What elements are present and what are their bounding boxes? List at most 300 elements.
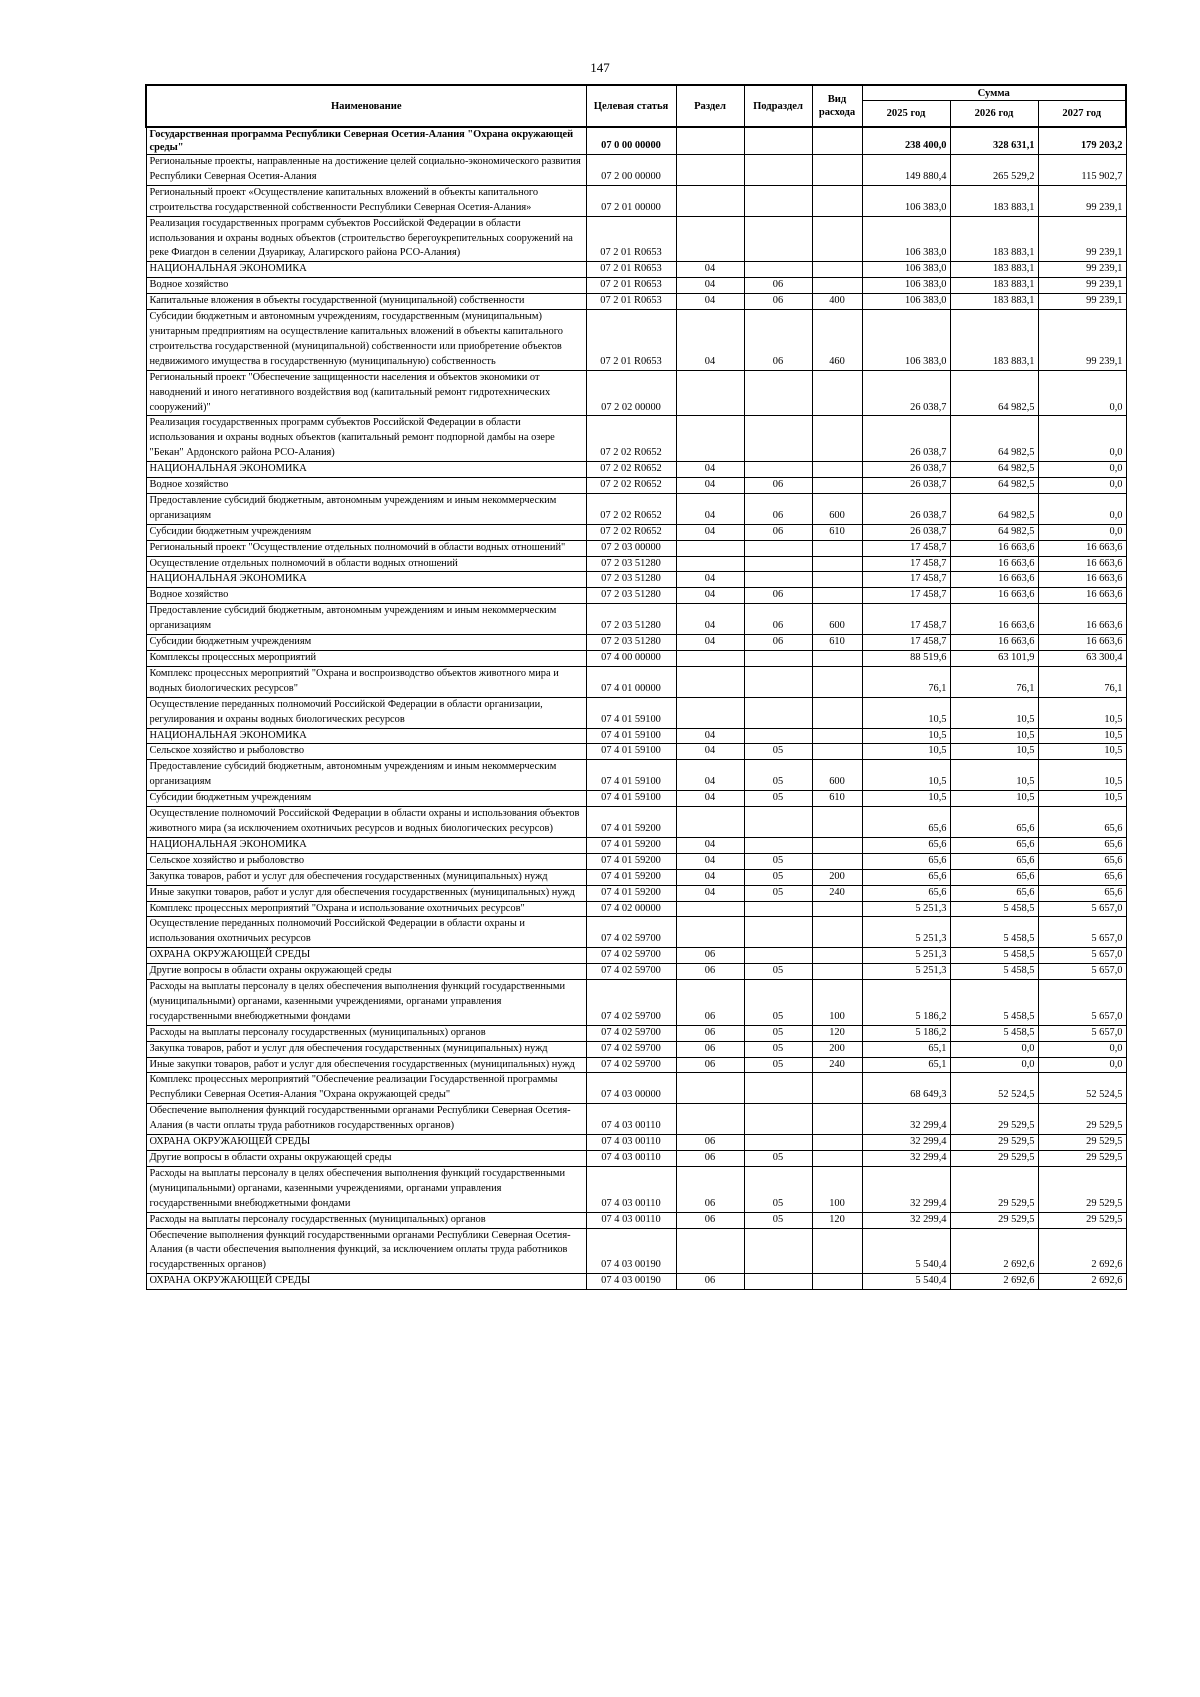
row-podrazdel: 05 <box>744 1025 812 1041</box>
row-value-2025: 10,5 <box>862 760 950 791</box>
row-vid <box>812 462 862 478</box>
table-row <box>146 791 1126 807</box>
row-value-2027: 5 657,0 <box>1038 901 1126 917</box>
row-name: Закупка товаров, работ и услуг для обеспечения государственных (муниципальных) нужд <box>146 1041 586 1057</box>
row-name: Обеспечение выполнения функций государственными органами Республики Северная Осетия-Алания (в части оплаты труда работников государственных органов) <box>146 1104 586 1135</box>
row-podrazdel: 06 <box>744 310 812 371</box>
row-vid <box>812 185 862 216</box>
row-name: Реализация государственных программ субъектов Российской Федерации в области использования и охраны водных объектов (капитальный ремонт подпорной дамбы на озере "Бекан" Ардонского района РСО-Алания) <box>146 416 586 462</box>
row-name: Расходы на выплаты персоналу государственных (муниципальных) органов <box>146 1212 586 1228</box>
row-vid <box>812 588 862 604</box>
row-razdel: 04 <box>676 869 744 885</box>
row-razdel: 04 <box>676 310 744 371</box>
row-value-2026: 64 982,5 <box>950 370 1038 416</box>
row-vid <box>812 1151 862 1167</box>
table-row <box>146 1274 1126 1290</box>
row-podrazdel <box>744 697 812 728</box>
table-row <box>146 604 1126 635</box>
row-razdel: 06 <box>676 980 744 1026</box>
table-row <box>146 869 1126 885</box>
row-vid <box>812 651 862 667</box>
row-value-2026: 16 663,6 <box>950 604 1038 635</box>
row-value-2025: 5 251,3 <box>862 964 950 980</box>
row-value-2026: 76,1 <box>950 666 1038 697</box>
row-name: Иные закупки товаров, работ и услуг для обеспечения государственных (муниципальных) нужд <box>146 885 586 901</box>
row-value-2027: 10,5 <box>1038 744 1126 760</box>
row-code: 07 4 01 59200 <box>586 853 676 869</box>
row-value-2026: 2 692,6 <box>950 1274 1038 1290</box>
row-name: Субсидии бюджетным учреждениям <box>146 791 586 807</box>
row-value-2025: 32 299,4 <box>862 1166 950 1212</box>
row-value-2026: 64 982,5 <box>950 416 1038 462</box>
row-name: НАЦИОНАЛЬНАЯ ЭКОНОМИКА <box>146 572 586 588</box>
row-razdel: 04 <box>676 635 744 651</box>
row-value-2026: 5 458,5 <box>950 1025 1038 1041</box>
row-value-2026: 29 529,5 <box>950 1151 1038 1167</box>
page-number: 147 <box>590 60 610 75</box>
row-value-2027: 5 657,0 <box>1038 948 1126 964</box>
row-code: 07 4 02 59700 <box>586 1041 676 1057</box>
row-value-2027: 16 663,6 <box>1038 572 1126 588</box>
row-vid <box>812 744 862 760</box>
row-razdel: 06 <box>676 1041 744 1057</box>
row-name: НАЦИОНАЛЬНАЯ ЭКОНОМИКА <box>146 837 586 853</box>
row-vid <box>812 572 862 588</box>
table-row <box>146 262 1126 278</box>
table-row <box>146 760 1126 791</box>
table-row <box>146 1212 1126 1228</box>
row-razdel: 04 <box>676 294 744 310</box>
row-value-2027: 10,5 <box>1038 791 1126 807</box>
table-row <box>146 980 1126 1026</box>
row-value-2025: 32 299,4 <box>862 1104 950 1135</box>
row-vid <box>812 278 862 294</box>
row-razdel: 04 <box>676 791 744 807</box>
row-value-2026: 5 458,5 <box>950 964 1038 980</box>
row-podrazdel <box>744 728 812 744</box>
row-value-2026: 29 529,5 <box>950 1166 1038 1212</box>
row-podrazdel: 06 <box>744 524 812 540</box>
row-value-2027: 16 663,6 <box>1038 604 1126 635</box>
row-value-2025: 106 383,0 <box>862 262 950 278</box>
row-name: Расходы на выплаты персоналу в целях обеспечения выполнения функций государственными (муниципальными) органами, казенными учреждениями, органами управления государственными внебюджетными фондами <box>146 980 586 1026</box>
row-value-2025: 65,6 <box>862 869 950 885</box>
row-value-2025: 106 383,0 <box>862 310 950 371</box>
row-razdel: 04 <box>676 728 744 744</box>
row-razdel <box>676 416 744 462</box>
row-value-2027: 99 239,1 <box>1038 262 1126 278</box>
row-value-2027: 0,0 <box>1038 524 1126 540</box>
row-value-2025: 5 251,3 <box>862 948 950 964</box>
row-name: Расходы на выплаты персоналу в целях обеспечения выполнения функций государственными (муниципальными) органами, казенными учреждениями, органами управления государственными внебюджетными фондами <box>146 1166 586 1212</box>
row-razdel: 04 <box>676 462 744 478</box>
row-podrazdel: 05 <box>744 1212 812 1228</box>
table-row <box>146 744 1126 760</box>
row-value-2025: 5 251,3 <box>862 917 950 948</box>
row-code: 07 4 01 59100 <box>586 728 676 744</box>
table-row <box>146 807 1126 838</box>
row-value-2027: 10,5 <box>1038 728 1126 744</box>
row-code: 07 4 03 00110 <box>586 1166 676 1212</box>
row-value-2026: 16 663,6 <box>950 540 1038 556</box>
row-code: 07 4 01 59200 <box>586 869 676 885</box>
row-vid <box>812 837 862 853</box>
row-value-2027: 29 529,5 <box>1038 1135 1126 1151</box>
row-value-2027: 115 902,7 <box>1038 155 1126 186</box>
row-podrazdel <box>744 216 812 262</box>
row-value-2026: 10,5 <box>950 744 1038 760</box>
row-razdel: 04 <box>676 524 744 540</box>
row-name: Комплексы процессных мероприятий <box>146 651 586 667</box>
row-code: 07 2 03 51280 <box>586 556 676 572</box>
row-razdel: 04 <box>676 572 744 588</box>
row-razdel <box>676 666 744 697</box>
row-name: Капитальные вложения в объекты государственной (муниципальной) собственности <box>146 294 586 310</box>
row-value-2026: 183 883,1 <box>950 278 1038 294</box>
row-podrazdel <box>744 540 812 556</box>
row-razdel <box>676 917 744 948</box>
row-value-2027: 5 657,0 <box>1038 1025 1126 1041</box>
row-value-2026: 64 982,5 <box>950 493 1038 524</box>
row-podrazdel: 06 <box>744 588 812 604</box>
row-value-2025: 32 299,4 <box>862 1151 950 1167</box>
row-vid: 610 <box>812 524 862 540</box>
row-value-2026: 64 982,5 <box>950 462 1038 478</box>
row-code: 07 2 03 51280 <box>586 588 676 604</box>
row-vid <box>812 540 862 556</box>
table-row <box>146 853 1126 869</box>
row-name: Обеспечение выполнения функций государственными органами Республики Северная Осетия-Алания (в части обеспечения выполнения функций, за исключением оплаты труда работников государственных органов) <box>146 1228 586 1274</box>
row-value-2027: 0,0 <box>1038 478 1126 494</box>
row-value-2025: 32 299,4 <box>862 1212 950 1228</box>
row-value-2026: 265 529,2 <box>950 155 1038 186</box>
row-value-2026: 65,6 <box>950 885 1038 901</box>
row-value-2025: 10,5 <box>862 791 950 807</box>
table-row <box>146 155 1126 186</box>
row-razdel: 04 <box>676 837 744 853</box>
row-value-2027: 65,6 <box>1038 869 1126 885</box>
row-razdel <box>676 651 744 667</box>
row-razdel <box>676 901 744 917</box>
row-value-2027: 65,6 <box>1038 837 1126 853</box>
row-value-2026: 65,6 <box>950 837 1038 853</box>
row-name: Региональный проект «Осуществление капитальных вложений в объекты капитального строительства государственной собственности Республики Северная Осетия-Алания» <box>146 185 586 216</box>
table-row <box>146 540 1126 556</box>
row-podrazdel: 06 <box>744 278 812 294</box>
row-name: Региональный проект "Осуществление отдельных полномочий в области водных отношений" <box>146 540 586 556</box>
row-value-2026: 16 663,6 <box>950 635 1038 651</box>
row-name: Сельское хозяйство и рыболовство <box>146 853 586 869</box>
row-code: 07 2 02 R0652 <box>586 416 676 462</box>
row-value-2027: 63 300,4 <box>1038 651 1126 667</box>
row-podrazdel: 05 <box>744 964 812 980</box>
table-row <box>146 635 1126 651</box>
row-razdel: 06 <box>676 1274 744 1290</box>
row-podrazdel: 05 <box>744 744 812 760</box>
row-value-2025: 106 383,0 <box>862 216 950 262</box>
table-row <box>146 588 1126 604</box>
table-row <box>146 1135 1126 1151</box>
row-value-2025: 106 383,0 <box>862 185 950 216</box>
row-name: Другие вопросы в области охраны окружающей среды <box>146 964 586 980</box>
row-podrazdel <box>744 155 812 186</box>
table-row <box>146 1166 1126 1212</box>
row-value-2026: 183 883,1 <box>950 262 1038 278</box>
row-code: 07 4 01 59100 <box>586 697 676 728</box>
row-name: НАЦИОНАЛЬНАЯ ЭКОНОМИКА <box>146 728 586 744</box>
row-razdel <box>676 807 744 838</box>
row-name: ОХРАНА ОКРУЖАЮЩЕЙ СРЕДЫ <box>146 1135 586 1151</box>
row-value-2026: 2 692,6 <box>950 1228 1038 1274</box>
row-vid <box>812 155 862 186</box>
table-row <box>146 462 1126 478</box>
row-value-2025: 17 458,7 <box>862 588 950 604</box>
row-value-2026: 183 883,1 <box>950 216 1038 262</box>
row-code: 07 4 02 59700 <box>586 917 676 948</box>
row-podrazdel: 06 <box>744 294 812 310</box>
table-row <box>146 310 1126 371</box>
table-row <box>146 478 1126 494</box>
row-value-2026: 64 982,5 <box>950 524 1038 540</box>
header-podrazdel: Подраздел <box>744 85 812 127</box>
row-vid <box>812 416 862 462</box>
row-value-2025: 5 251,3 <box>862 901 950 917</box>
row-value-2026: 0,0 <box>950 1041 1038 1057</box>
table-row <box>146 416 1126 462</box>
row-vid: 200 <box>812 1041 862 1057</box>
row-vid: 600 <box>812 760 862 791</box>
row-name: Расходы на выплаты персоналу государственных (муниципальных) органов <box>146 1025 586 1041</box>
row-podrazdel <box>744 1274 812 1290</box>
row-code: 07 2 02 R0652 <box>586 478 676 494</box>
row-razdel: 06 <box>676 1166 744 1212</box>
row-value-2025: 149 880,4 <box>862 155 950 186</box>
row-value-2026: 5 458,5 <box>950 980 1038 1026</box>
row-vid: 120 <box>812 1025 862 1041</box>
table-row <box>146 728 1126 744</box>
row-value-2026: 5 458,5 <box>950 948 1038 964</box>
row-value-2026: 183 883,1 <box>950 185 1038 216</box>
table-row <box>146 1041 1126 1057</box>
row-razdel: 04 <box>676 588 744 604</box>
table-row <box>146 185 1126 216</box>
row-value-2025: 65,6 <box>862 837 950 853</box>
row-razdel: 04 <box>676 604 744 635</box>
table-row <box>146 370 1126 416</box>
row-value-2027: 5 657,0 <box>1038 980 1126 1026</box>
row-code: 07 0 00 00000 <box>586 127 676 155</box>
header-2026: 2026 год <box>950 101 1038 128</box>
row-value-2025: 10,5 <box>862 744 950 760</box>
row-vid: 100 <box>812 1166 862 1212</box>
row-name: Осуществление переданных полномочий Российской Федерации в области охраны и использования охотничьих ресурсов <box>146 917 586 948</box>
row-code: 07 2 00 00000 <box>586 155 676 186</box>
row-value-2025: 10,5 <box>862 728 950 744</box>
row-vid <box>812 1073 862 1104</box>
row-code: 07 2 01 00000 <box>586 185 676 216</box>
header-2025: 2025 год <box>862 101 950 128</box>
row-razdel <box>676 216 744 262</box>
row-razdel: 04 <box>676 853 744 869</box>
table-row <box>146 1151 1126 1167</box>
table-row <box>146 1104 1126 1135</box>
row-code: 07 4 02 00000 <box>586 901 676 917</box>
row-podrazdel <box>744 948 812 964</box>
row-value-2026: 64 982,5 <box>950 478 1038 494</box>
row-value-2027: 99 239,1 <box>1038 294 1126 310</box>
row-razdel <box>676 1104 744 1135</box>
row-value-2026: 65,6 <box>950 869 1038 885</box>
row-razdel <box>676 370 744 416</box>
row-value-2027: 29 529,5 <box>1038 1104 1126 1135</box>
row-podrazdel <box>744 127 812 155</box>
row-code: 07 4 01 59200 <box>586 807 676 838</box>
row-code: 07 2 01 R0653 <box>586 278 676 294</box>
row-razdel: 04 <box>676 493 744 524</box>
table-row <box>146 278 1126 294</box>
table-row <box>146 127 1126 155</box>
row-value-2025: 26 038,7 <box>862 478 950 494</box>
row-value-2027: 99 239,1 <box>1038 216 1126 262</box>
row-value-2025: 10,5 <box>862 697 950 728</box>
row-podrazdel <box>744 370 812 416</box>
table-row <box>146 524 1126 540</box>
row-value-2025: 5 186,2 <box>862 980 950 1026</box>
row-value-2025: 65,6 <box>862 885 950 901</box>
row-code: 07 4 02 59700 <box>586 948 676 964</box>
row-podrazdel <box>744 556 812 572</box>
row-razdel: 06 <box>676 1151 744 1167</box>
row-value-2027: 10,5 <box>1038 760 1126 791</box>
row-name: Другие вопросы в области охраны окружающей среды <box>146 1151 586 1167</box>
row-value-2026: 16 663,6 <box>950 588 1038 604</box>
row-name: Государственная программа Республики Северная Осетия-Алания "Охрана окружающей среды" <box>146 127 586 155</box>
row-name: Предоставление субсидий бюджетным, автономным учреждениям и иным некоммерческим организациям <box>146 493 586 524</box>
row-podrazdel <box>744 185 812 216</box>
row-razdel <box>676 1073 744 1104</box>
row-name: Сельское хозяйство и рыболовство <box>146 744 586 760</box>
row-name: Осуществление полномочий Российской Федерации в области охраны и использования объектов животного мира (за исключением охотничьих ресурсов и водных биологических ресурсов) <box>146 807 586 838</box>
row-podrazdel <box>744 807 812 838</box>
row-name: Комплекс процессных мероприятий "Обеспечение реализации Государственной программы Республики Северная Осетия-Алания "Охрана окружающей среды" <box>146 1073 586 1104</box>
row-value-2027: 65,6 <box>1038 885 1126 901</box>
row-value-2026: 10,5 <box>950 760 1038 791</box>
row-value-2026: 16 663,6 <box>950 556 1038 572</box>
row-podrazdel <box>744 462 812 478</box>
row-razdel: 04 <box>676 760 744 791</box>
row-value-2027: 10,5 <box>1038 697 1126 728</box>
row-value-2026: 183 883,1 <box>950 310 1038 371</box>
row-value-2027: 65,6 <box>1038 807 1126 838</box>
row-podrazdel <box>744 572 812 588</box>
row-value-2026: 16 663,6 <box>950 572 1038 588</box>
row-value-2027: 99 239,1 <box>1038 310 1126 371</box>
row-value-2027: 2 692,6 <box>1038 1228 1126 1274</box>
row-podrazdel <box>744 666 812 697</box>
row-podrazdel: 05 <box>744 1166 812 1212</box>
row-code: 07 4 03 00110 <box>586 1104 676 1135</box>
row-value-2026: 328 631,1 <box>950 127 1038 155</box>
row-podrazdel <box>744 837 812 853</box>
row-vid: 600 <box>812 493 862 524</box>
row-value-2026: 63 101,9 <box>950 651 1038 667</box>
row-code: 07 2 02 R0652 <box>586 493 676 524</box>
row-code: 07 2 03 00000 <box>586 540 676 556</box>
row-razdel <box>676 556 744 572</box>
row-vid <box>812 1135 862 1151</box>
row-name: Иные закупки товаров, работ и услуг для обеспечения государственных (муниципальных) нужд <box>146 1057 586 1073</box>
row-podrazdel <box>744 1135 812 1151</box>
row-value-2027: 2 692,6 <box>1038 1274 1126 1290</box>
row-podrazdel: 05 <box>744 869 812 885</box>
row-razdel <box>676 540 744 556</box>
row-razdel: 06 <box>676 1212 744 1228</box>
table-row <box>146 493 1126 524</box>
row-podrazdel <box>744 1228 812 1274</box>
row-value-2025: 5 540,4 <box>862 1274 950 1290</box>
row-podrazdel <box>744 917 812 948</box>
row-vid: 610 <box>812 635 862 651</box>
row-code: 07 4 03 00000 <box>586 1073 676 1104</box>
row-value-2026: 65,6 <box>950 853 1038 869</box>
row-code: 07 4 02 59700 <box>586 964 676 980</box>
row-name: Комплекс процессных мероприятий "Охрана и воспроизводство объектов животного мира и водных биологических ресурсов" <box>146 666 586 697</box>
row-vid: 240 <box>812 1057 862 1073</box>
row-value-2025: 65,1 <box>862 1057 950 1073</box>
row-vid <box>812 1104 862 1135</box>
row-value-2027: 65,6 <box>1038 853 1126 869</box>
row-code: 07 2 01 R0653 <box>586 310 676 371</box>
row-podrazdel: 06 <box>744 635 812 651</box>
row-name: Закупка товаров, работ и услуг для обеспечения государственных (муниципальных) нужд <box>146 869 586 885</box>
row-value-2027: 99 239,1 <box>1038 278 1126 294</box>
row-podrazdel <box>744 262 812 278</box>
row-razdel: 04 <box>676 478 744 494</box>
row-value-2026: 10,5 <box>950 791 1038 807</box>
row-value-2027: 0,0 <box>1038 416 1126 462</box>
row-vid: 460 <box>812 310 862 371</box>
row-razdel: 04 <box>676 278 744 294</box>
row-name: Предоставление субсидий бюджетным, автономным учреждениям и иным некоммерческим организациям <box>146 760 586 791</box>
row-vid: 240 <box>812 885 862 901</box>
row-razdel <box>676 185 744 216</box>
table-row <box>146 837 1126 853</box>
row-vid <box>812 370 862 416</box>
row-vid <box>812 666 862 697</box>
row-value-2025: 17 458,7 <box>862 556 950 572</box>
row-value-2027: 29 529,5 <box>1038 1151 1126 1167</box>
row-vid <box>812 948 862 964</box>
row-razdel <box>676 127 744 155</box>
row-vid <box>812 697 862 728</box>
header-summa: Сумма <box>862 85 1126 101</box>
row-code: 07 2 03 51280 <box>586 635 676 651</box>
row-vid <box>812 917 862 948</box>
row-code: 07 4 01 59100 <box>586 791 676 807</box>
row-razdel: 06 <box>676 1025 744 1041</box>
row-value-2026: 5 458,5 <box>950 901 1038 917</box>
row-value-2025: 238 400,0 <box>862 127 950 155</box>
row-value-2025: 17 458,7 <box>862 540 950 556</box>
row-value-2025: 26 038,7 <box>862 416 950 462</box>
row-code: 07 4 03 00190 <box>586 1228 676 1274</box>
row-podrazdel: 06 <box>744 493 812 524</box>
row-code: 07 4 03 00190 <box>586 1274 676 1290</box>
row-value-2026: 0,0 <box>950 1057 1038 1073</box>
row-code: 07 4 01 59100 <box>586 744 676 760</box>
row-value-2027: 99 239,1 <box>1038 185 1126 216</box>
row-value-2026: 10,5 <box>950 697 1038 728</box>
